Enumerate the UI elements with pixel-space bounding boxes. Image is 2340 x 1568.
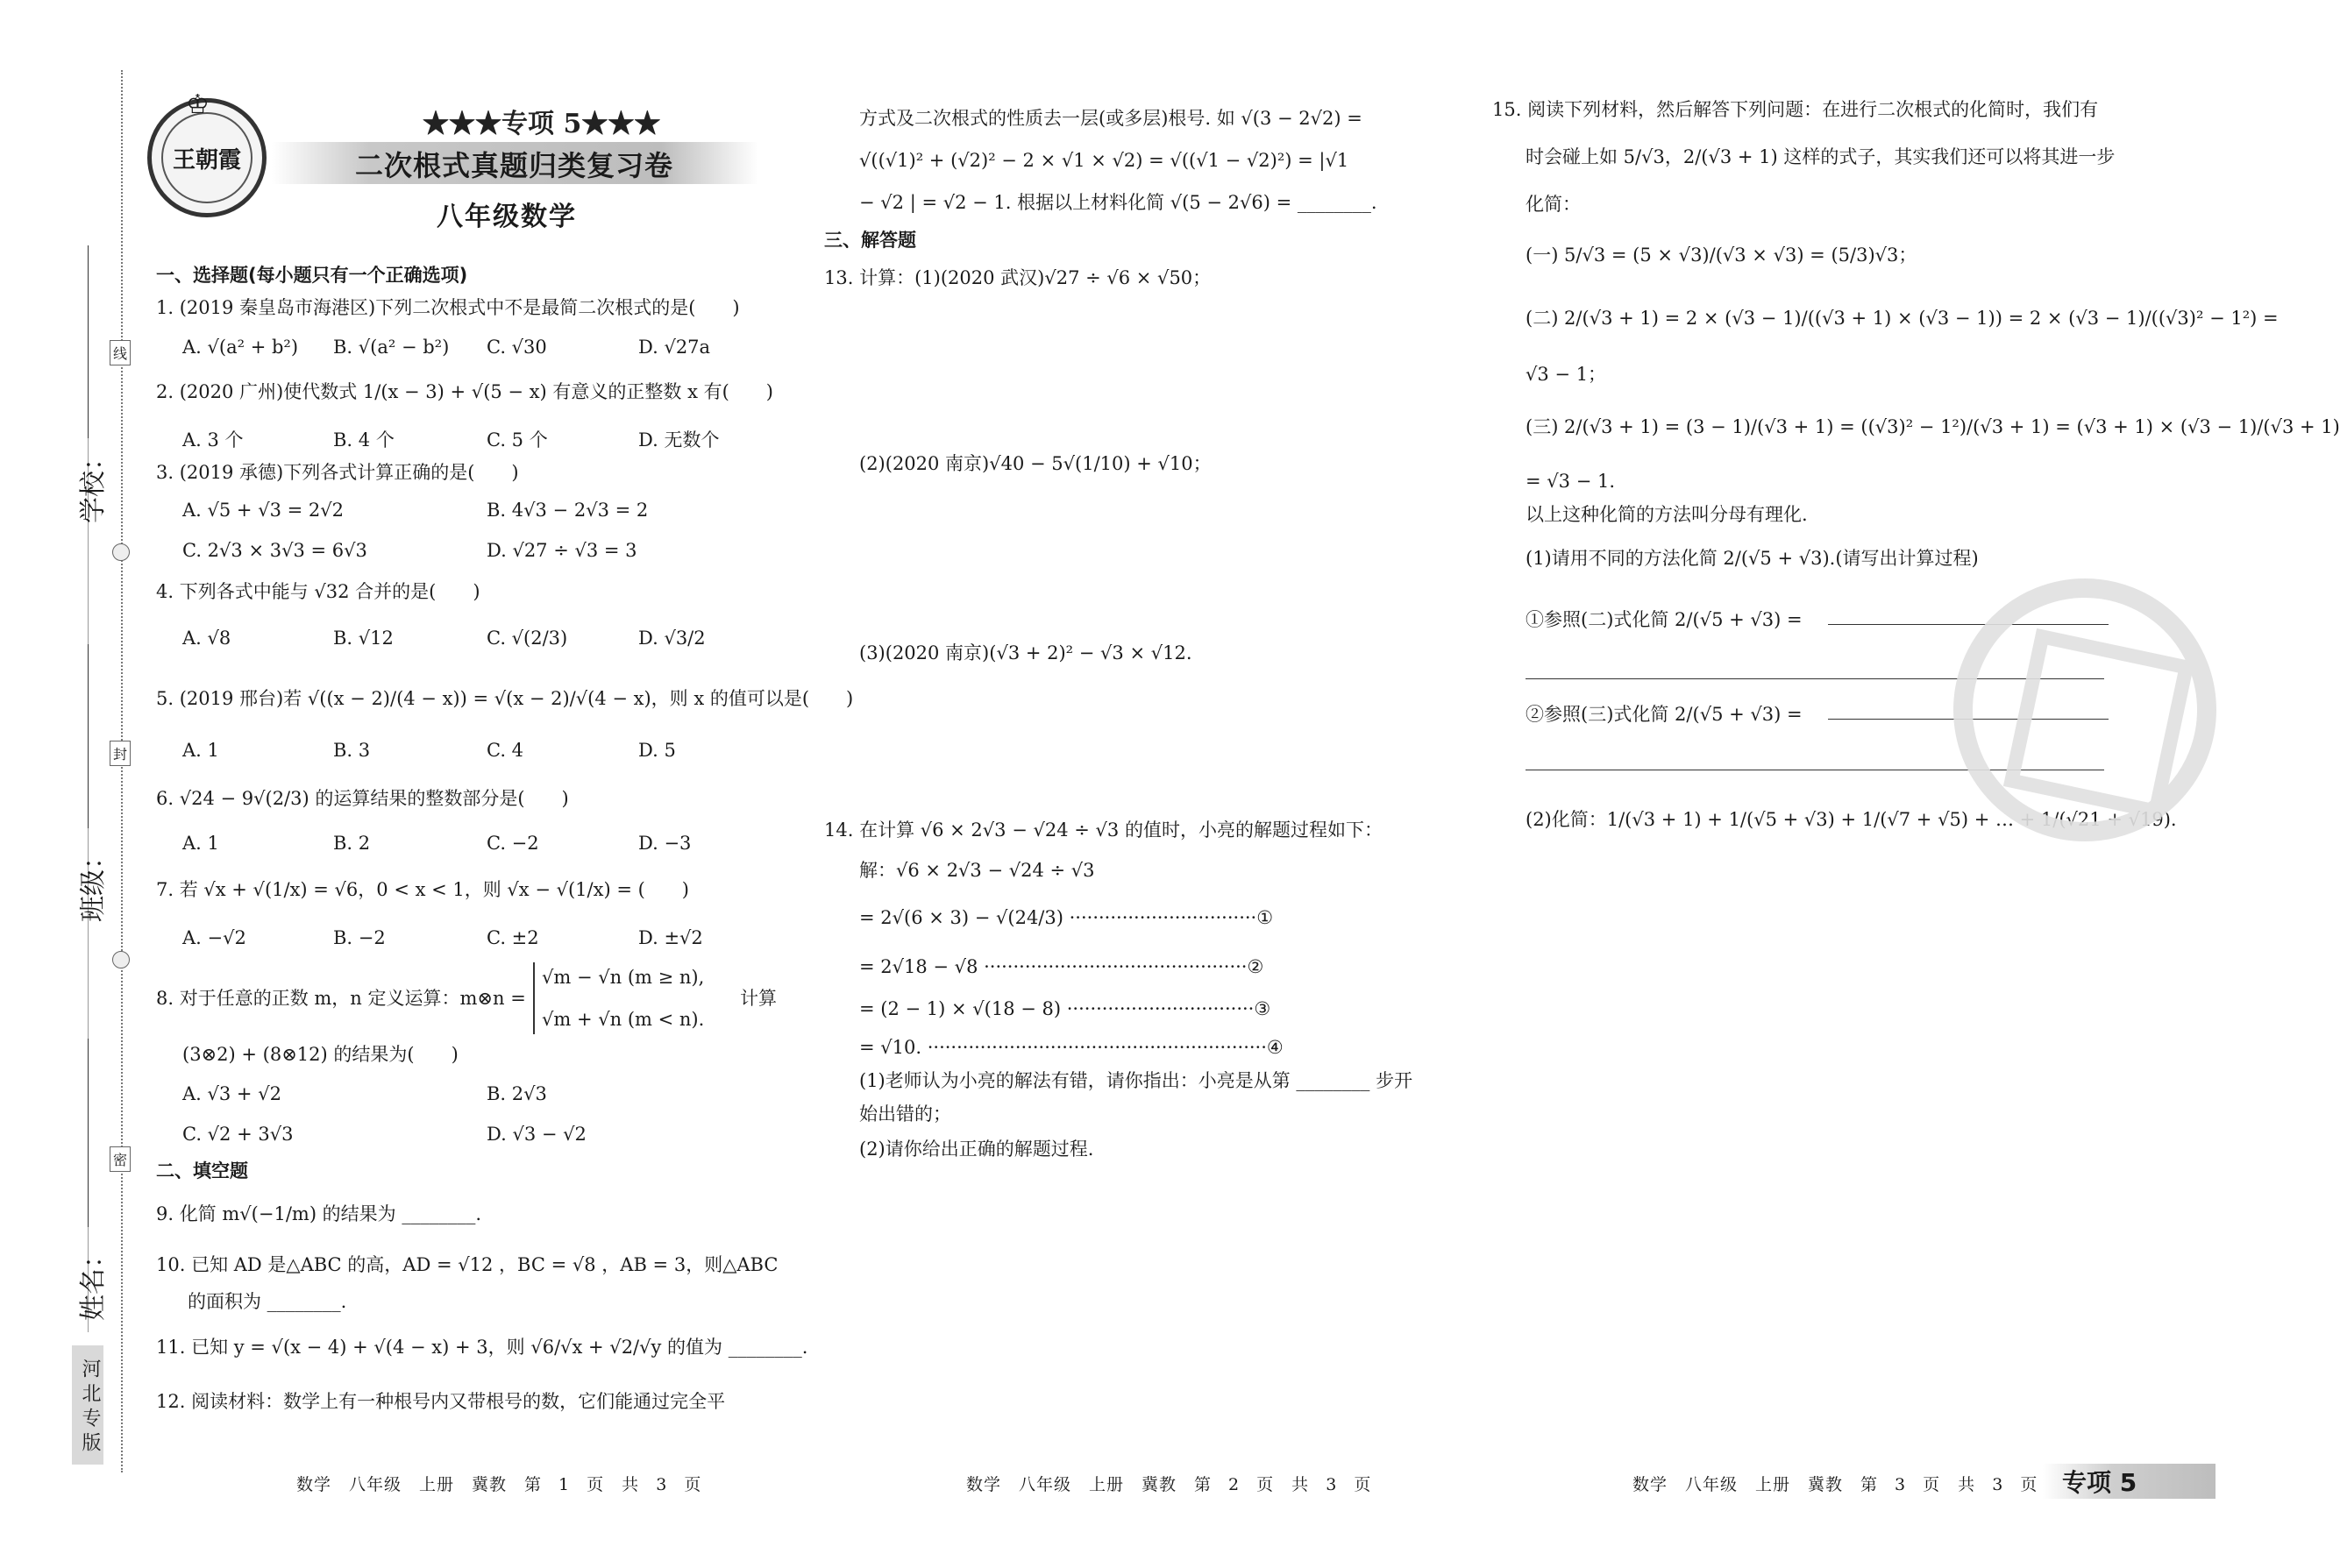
q2-option-a[interactable]: A. 3 个 (182, 429, 244, 451)
q7-option-c[interactable]: C. ±2 (487, 927, 539, 948)
watermark-inner (2003, 628, 2194, 819)
q14-step-4: = √10. ··························································④ (859, 1037, 1284, 1058)
name-label: 姓名： (78, 1242, 109, 1321)
question-10-cont: 的面积为 ________. (188, 1291, 347, 1312)
q8-option-d[interactable]: D. √3 − √2 (487, 1124, 587, 1145)
rationalize-note: 以上这种化简的方法叫分母有理化. (1526, 504, 1808, 525)
seal-icon-2 (112, 951, 130, 968)
q8-option-c[interactable]: C. √2 + 3√3 (182, 1124, 294, 1145)
footer-tag: 专项 5 (2062, 1468, 2137, 1497)
q3-option-c[interactable]: C. 2√3 × 3√3 = 6√3 (182, 540, 367, 561)
mark-seal: 封 (110, 741, 131, 766)
question-7: 7. 若 √x + √(1/x) = √6，0 < x < 1，则 √x − √(1/x) = ( ) (156, 879, 689, 900)
method-2: (二) 2/(√3 + 1) = 2 × (√3 − 1)/((√3 + 1) × (√3 − 1)) = 2 × (√3 − 1)/((√3)² − 1²) = (1526, 308, 2279, 329)
q4-option-b[interactable]: B. √12 (333, 628, 394, 649)
q14-part-2: (2)请你给出正确的解题过程. (859, 1139, 1094, 1160)
q1-option-a[interactable]: A. √(a² + b²) (182, 337, 299, 358)
watermark-stamp (1953, 578, 2216, 841)
q1-option-b[interactable]: B. √(a² − b²) (333, 337, 450, 358)
q15-part-1: (1)请用不同的方法化简 2/(√5 + √3).(请写出计算过程) (1526, 548, 1979, 569)
section-choice-heading: 一、选择题(每小题只有一个正确选项) (156, 265, 468, 286)
q8-option-a[interactable]: A. √3 + √2 (182, 1083, 281, 1104)
q3-option-d[interactable]: D. √27 ÷ √3 = 3 (487, 540, 637, 561)
q6-option-a[interactable]: A. 1 (182, 833, 219, 854)
q4-option-d[interactable]: D. √3/2 (638, 628, 706, 649)
q2-option-c[interactable]: C. 5 个 (487, 429, 548, 451)
q8-case-1: √m − √n (m ≥ n), (542, 967, 705, 988)
question-6: 6. √24 − 9√(2/3) 的运算结果的整数部分是( ) (156, 788, 569, 809)
question-5: 5. (2019 邢台)若 √((x − 2)/(4 − x)) = √(x − 2)/√(4 − x)，则 x 的值可以是( ) (156, 688, 854, 709)
question-14: 14. 在计算 √6 × 2√3 − √24 ÷ √3 的值时，小亮的解题过程如下： (824, 819, 1383, 841)
q8-case-2: √m + √n (m < n). (542, 1009, 705, 1030)
q12-line-3: − √2 | = √2 − 1. 根据以上材料化简 √(5 − 2√6) = ________. (859, 192, 1377, 213)
q4-option-c[interactable]: C. √(2/3) (487, 628, 568, 649)
q15-part-1a: ①参照(二)式化简 2/(√5 + √3) = (1526, 609, 1803, 630)
header-badge: ★★★专项 5★★★ (423, 109, 661, 139)
q7-option-b[interactable]: B. −2 (333, 927, 386, 948)
q7-option-d[interactable]: D. ±√2 (638, 927, 703, 948)
question-9: 9. 化简 m√(−1/m) 的结果为 ________. (156, 1203, 482, 1224)
q8-compute: 计算 (740, 988, 777, 1009)
question-11: 11. 已知 y = √(x − 4) + √(4 − x) + 3，则 √6/√x + √2/√y 的值为 ________. (156, 1337, 808, 1358)
q5-option-b[interactable]: B. 3 (333, 740, 371, 761)
q7-option-a[interactable]: A. −√2 (182, 927, 246, 948)
school-label: 学校： (78, 444, 109, 523)
section-fill-heading: 二、填空题 (156, 1160, 248, 1181)
method-3-cont: = √3 − 1. (1526, 471, 1615, 492)
question-15-line-3: 化简： (1526, 194, 1581, 215)
logo-inner-ring (161, 112, 252, 203)
question-13-part-1: 13. 计算：(1)(2020 武汉)√27 ÷ √6 × √50； (824, 267, 1212, 288)
q6-option-c[interactable]: C. −2 (487, 833, 539, 854)
method-3: (三) 2/(√3 + 1) = (3 − 1)/(√3 + 1) = ((√3)² − 1²)/(√3 + 1) = (√3 + 1) × (√3 − 1)/(√3 + 1) (1526, 416, 2340, 437)
q2-option-d[interactable]: D. 无数个 (638, 429, 720, 451)
question-15: 15. 阅读下列材料，然后解答下列问题：在进行二次根式的化简时，我们有 (1492, 99, 2099, 120)
name-field[interactable] (88, 1039, 89, 1227)
question-15-line-2: 时会碰上如 5/√3，2/(√3 + 1) 这样的式子，其实我们还可以将其进一步 (1526, 146, 2116, 167)
q3-option-a[interactable]: A. √5 + √3 = 2√2 (182, 500, 344, 521)
footer-page-1: 数学 八年级 上册 冀教 第 1 页 共 3 页 (296, 1475, 702, 1494)
school-field[interactable] (88, 245, 89, 438)
section-answer-heading: 三、解答题 (824, 230, 916, 251)
q14-step-0: 解：√6 × 2√3 − √24 ÷ √3 (859, 860, 1095, 881)
class-label: 班级： (78, 843, 109, 922)
binding-dotted-line (121, 70, 123, 1472)
question-2: 2. (2020 广州)使代数式 1/(x − 3) + √(5 − x) 有意义的正整数 x 有( ) (156, 381, 773, 402)
method-1: (一) 5/√3 = (5 × √3)/(√3 × √3) = (5/3)√3； (1526, 245, 1917, 266)
question-10: 10. 已知 AD 是△ABC 的高，AD = √12 ，BC = √8 ，AB = 3，则△ABC (156, 1254, 779, 1275)
q14-step-1: = 2√(6 × 3) − √(24/3) ································① (859, 907, 1274, 928)
page-subtitle: 八年级数学 (437, 202, 577, 232)
q6-option-d[interactable]: D. −3 (638, 833, 692, 854)
mark-secret: 密 (110, 1146, 131, 1172)
q14-step-2: = 2√18 − √8 ·············································② (859, 956, 1264, 977)
page-title: 二次根式真题归类复习卷 (355, 149, 674, 182)
q14-part-1-cont: 始出错的； (859, 1103, 951, 1125)
q5-option-d[interactable]: D. 5 (638, 740, 676, 761)
question-12: 12. 阅读材料：数学上有一种根号内又带根号的数，它们能通过完全平 (156, 1391, 726, 1412)
logo-text: 王朝霞 (172, 146, 241, 174)
q1-option-d[interactable]: D. √27a (638, 337, 711, 358)
q2-option-b[interactable]: B. 4 个 (333, 429, 395, 451)
edition-tag: 河北专版 (72, 1345, 103, 1465)
question-13-part-3: (3)(2020 南京)(√3 + 2)² − √3 × √12. (859, 642, 1192, 663)
class-field[interactable] (88, 644, 89, 828)
question-8: 8. 对于任意的正数 m，n 定义运算：m⊗n = (156, 988, 526, 1009)
seal-icon-1 (112, 543, 130, 561)
q14-part-1: (1)老师认为小亮的解法有错，请你指出：小亮是从第 ________ 步开 (859, 1070, 1413, 1091)
mark-line: 线 (110, 340, 131, 365)
q15-part-2: (2)化简：1/(√3 + 1) + 1/(√5 + √3) + 1/(√7 + √5) + … + 1/(√21 + √19). (1526, 809, 2177, 830)
question-13-part-2: (2)(2020 南京)√40 − 5√(1/10) + √10； (859, 453, 1212, 474)
q4-option-a[interactable]: A. √8 (182, 628, 231, 649)
q8-expression: (3⊗2) + (8⊗12) 的结果为( ) (182, 1044, 459, 1065)
q1-option-c[interactable]: C. √30 (487, 337, 547, 358)
q8-option-b[interactable]: B. 2√3 (487, 1083, 547, 1104)
method-2-cont: √3 − 1； (1526, 364, 1607, 385)
crown-icon: ♔ (186, 89, 210, 120)
q5-option-a[interactable]: A. 1 (182, 740, 219, 761)
q12-line-2: √((√1)² + (√2)² − 2 × √1 × √2) = √((√1 − √2)²) = |√1 (859, 150, 1349, 171)
footer-page-3: 数学 八年级 上册 冀教 第 3 页 共 3 页 (1632, 1475, 2038, 1494)
q5-option-c[interactable]: C. 4 (487, 740, 524, 761)
q14-step-3: = (2 − 1) × √(18 − 8) ································③ (859, 998, 1271, 1019)
q15-part-1b: ②参照(三)式化简 2/(√5 + √3) = (1526, 704, 1803, 725)
question-4: 4. 下列各式中能与 √32 合并的是( ) (156, 581, 480, 602)
footer-page-2: 数学 八年级 上册 冀教 第 2 页 共 3 页 (966, 1475, 1372, 1494)
q6-option-b[interactable]: B. 2 (333, 833, 371, 854)
q8-brace (533, 962, 542, 1034)
q12-line-1: 方式及二次根式的性质去一层(或多层)根号. 如 √(3 − 2√2) = (859, 108, 1362, 129)
q3-option-b[interactable]: B. 4√3 − 2√3 = 2 (487, 500, 649, 521)
question-3: 3. (2019 承德)下列各式计算正确的是( ) (156, 462, 519, 483)
question-1: 1. (2019 秦皇岛市海港区)下列二次根式中不是最简二次根式的是( ) (156, 297, 740, 318)
